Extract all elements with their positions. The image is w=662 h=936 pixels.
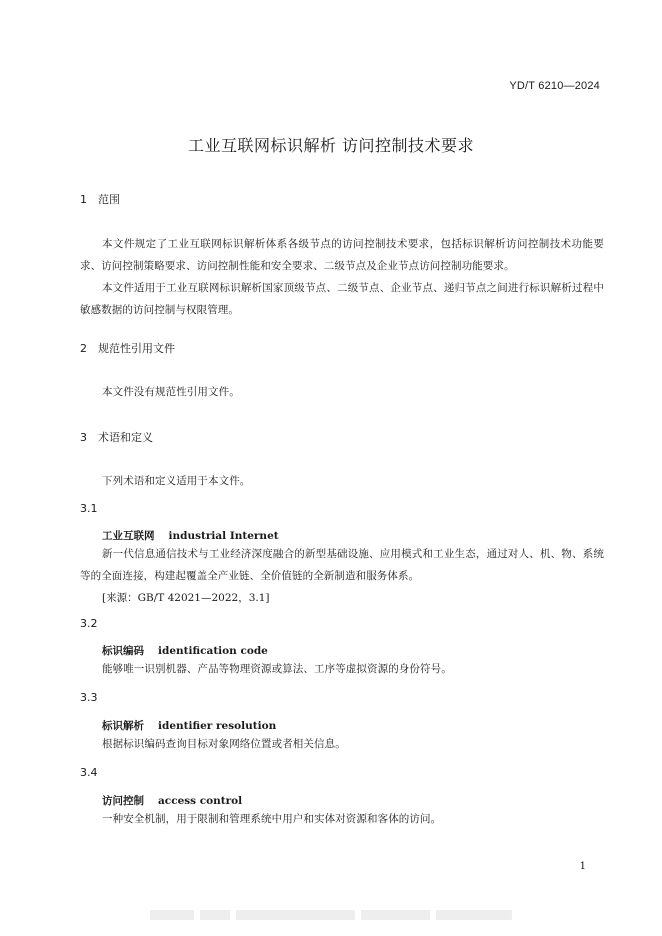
section-1-paragraph-2: 本文件适用于工业互联网标识解析国家顶级节点、二级节点、企业节点、递归节点之间进行标识解析过程中敏感数据的访问控制与权限管理。 (80, 282, 604, 316)
term-chinese: 访问控制 (102, 795, 144, 807)
section-number: 3 (80, 431, 87, 444)
term-definition: 一种安全机制，用于限制和管理系统中用户和实体对资源和客体的访问。 (102, 813, 442, 825)
section-number: 2 (80, 342, 87, 355)
term-definition: 根据标识编码查询目标对象网络位置或者相关信息。 (102, 738, 346, 750)
term-chinese: 工业互联网 (102, 530, 155, 542)
term-source: [来源：GB/T 42021—2022，3.1] (102, 592, 270, 604)
term-heading (102, 793, 242, 808)
section-3-heading (80, 429, 153, 445)
section-2-heading (80, 340, 175, 356)
standard-code: YD/T 6210—2024 (509, 80, 600, 92)
section-title: 规范性引用文件 (98, 342, 175, 355)
page-number: 1 (579, 861, 586, 872)
section-number: 1 (80, 193, 87, 206)
term-heading (102, 643, 268, 658)
watermark-block (150, 910, 194, 920)
term-chinese: 标识解析 (102, 720, 144, 732)
term-english: identifier resolution (158, 720, 277, 732)
term-number: 3.2 (80, 617, 98, 630)
term-english: access control (158, 795, 243, 807)
section-title: 术语和定义 (98, 431, 153, 444)
term-english: identification code (158, 645, 268, 657)
watermark-block (200, 910, 230, 920)
section-1-heading (80, 191, 120, 207)
term-number: 3.3 (80, 691, 98, 704)
term-heading (102, 528, 279, 543)
watermark-block (236, 910, 355, 920)
term-definition: 新一代信息通信技术与工业经济深度融合的新型基础设施、应用模式和工业生态，通过对人、机、物、系统等的全面连接，构建起覆盖全产业链、全价值链的全新制造和服务体系。 (80, 548, 604, 582)
term-number: 3.4 (80, 766, 98, 779)
term-heading (102, 718, 276, 733)
term-chinese: 标识编码 (102, 645, 144, 657)
section-3-paragraph-1: 下列术语和定义适用于本文件。 (102, 475, 251, 487)
term-definition: 能够唯一识别机器、产品等物理资源或算法、工序等虚拟资源的身份符号。 (102, 663, 452, 675)
watermark-block (436, 910, 512, 920)
watermark-block (361, 910, 431, 920)
footer-watermark (150, 910, 512, 922)
term-english: industrial Internet (168, 530, 279, 542)
document-title: 工业互联网标识解析 访问控制技术要求 (187, 136, 475, 155)
section-2-paragraph-1: 本文件没有规范性引用文件。 (102, 386, 240, 398)
section-1-paragraph-1: 本文件规定了工业互联网标识解析体系各级节点的访问控制技术要求，包括标识解析访问控制技术功能要求、访问控制策略要求、访问控制性能和安全要求、二级节点及企业节点访问控制功能要求。 (80, 238, 604, 272)
section-title: 范围 (98, 193, 120, 206)
term-number: 3.1 (80, 502, 98, 515)
